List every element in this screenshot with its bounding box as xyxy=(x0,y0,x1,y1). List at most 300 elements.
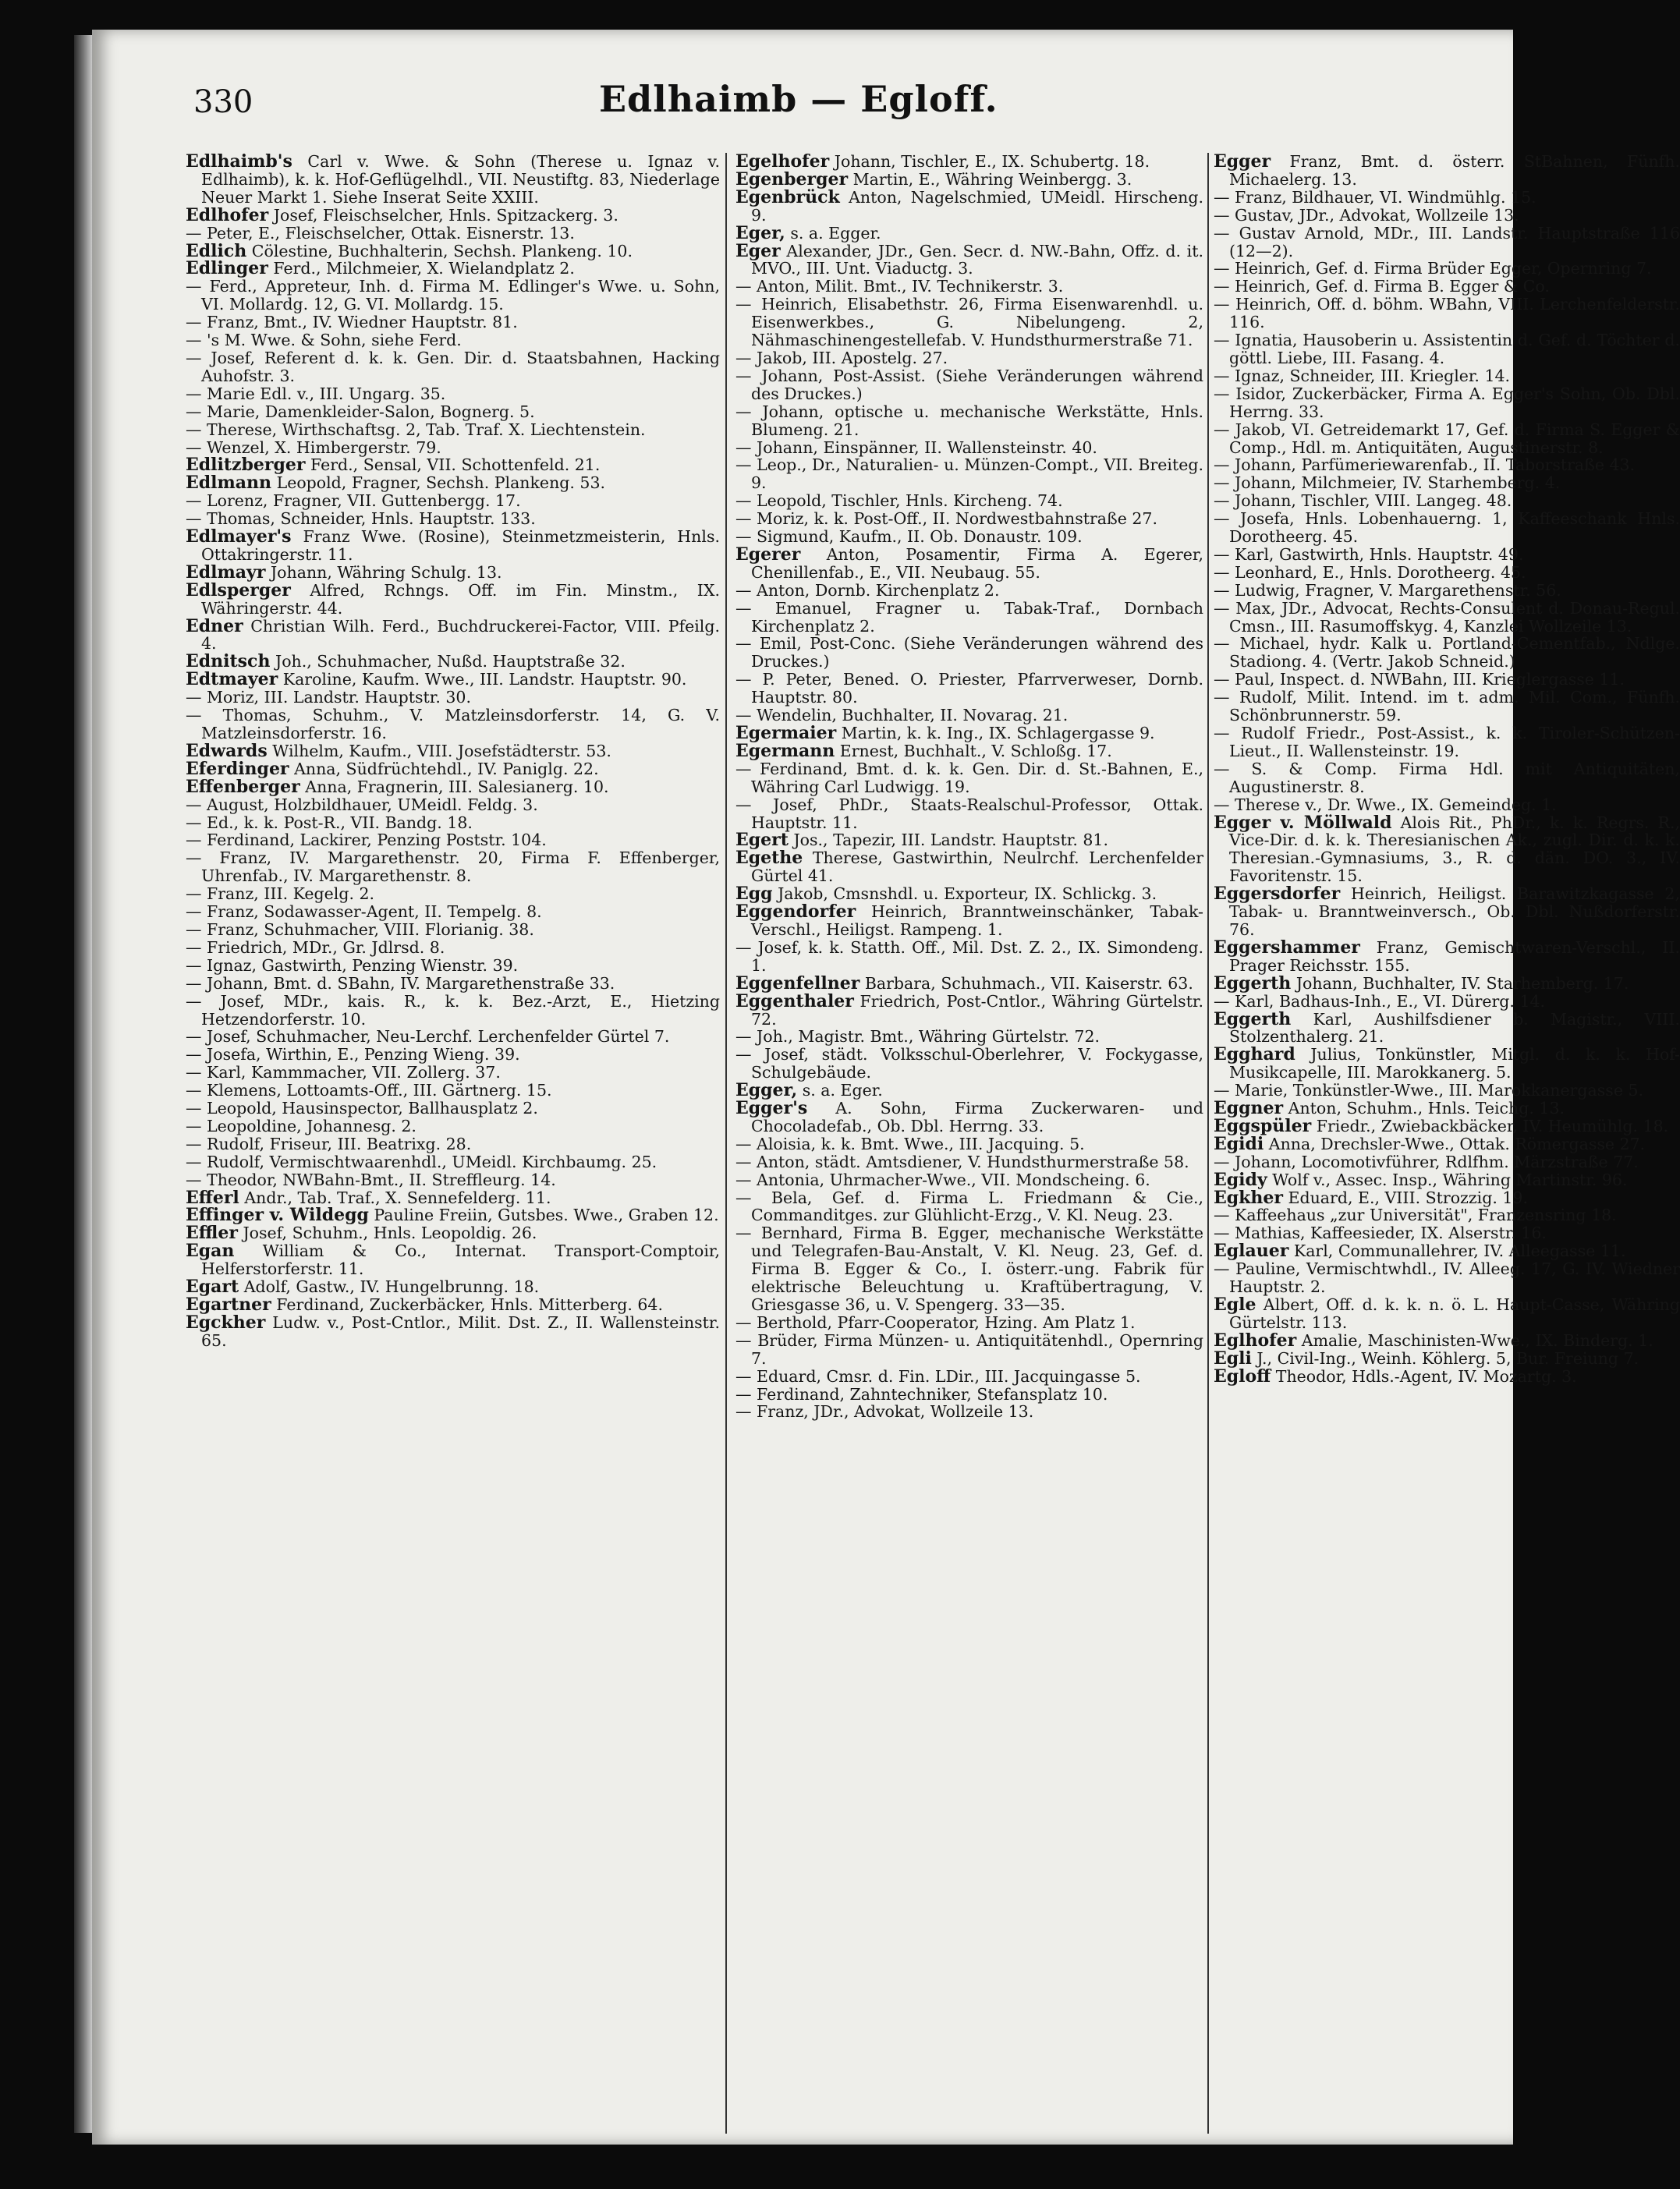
entry-surname: Egan xyxy=(186,1241,235,1262)
entry-details: — Wenzel, X. Himbergerstr. 79. xyxy=(186,437,441,457)
directory-entry xyxy=(1214,1171,1680,1189)
entry-details: — Rudolf, Milit. Intend. im t. adm. Mil. Com., Fünfh. Schönbrunnerstr. 59. xyxy=(1214,688,1680,725)
directory-entry xyxy=(186,385,720,403)
directory-entry xyxy=(735,1314,1203,1332)
entry-details: Alfred, Rchngs. Off. im Fin. Minstm., IX. Währingerstr. 44. xyxy=(201,580,720,618)
entry-details: — Gustav, JDr., Advokat, Wollzeile 13. xyxy=(1214,205,1519,225)
entry-details: — Peter, E., Fleischselcher, Ottak. Eisnerstr. 13. xyxy=(186,223,575,243)
directory-entry xyxy=(186,204,720,225)
directory-entry xyxy=(186,1082,720,1100)
entry-details: — Thomas, Schuhm., V. Matzleinsdorferstr. 14, G. V. Matzleinsdorferstr. 16. xyxy=(186,706,720,742)
entry-details: — Therese, Wirthschaftsg. 2, Tab. Traf. X. Liechtenstein. xyxy=(186,420,646,439)
entry-details: — Heinrich, Gef. d. Firma Brüder Egger, Opernring 7. xyxy=(1214,259,1652,278)
entry-details: — Moriz, III. Landstr. Hauptstr. 30. xyxy=(186,688,471,707)
entry-surname: Edlitzberger xyxy=(186,455,306,476)
entry-details: — Paul, Inspect. d. NWBahn, III. Krieglergasse 11. xyxy=(1214,670,1625,689)
directory-entry xyxy=(735,990,1203,1029)
directory-entry xyxy=(735,742,1203,760)
entry-surname: Egelhofer xyxy=(735,151,830,172)
directory-entry xyxy=(186,561,720,583)
directory-entry xyxy=(735,635,1203,671)
entry-details: William & Co., Internat. Transport-Comptoir, Helferstorferstr. 11. xyxy=(201,1241,720,1279)
entry-surname: Egidi xyxy=(1214,1133,1264,1154)
directory-entry xyxy=(186,278,720,313)
directory-entry xyxy=(1214,189,1680,207)
entry-surname: Eglauer xyxy=(1214,1241,1289,1262)
entry-details: Albert, Off. d. k. k. n. ö. L. Haupt-Casse, Währing Gürtelstr. 113. xyxy=(1229,1295,1680,1332)
directory-entry xyxy=(1214,1296,1680,1332)
entry-details: Jos., Tapezir, III. Landstr. Hauptstr. 81. xyxy=(793,831,1108,850)
directory-entry xyxy=(1214,1224,1680,1242)
directory-entry xyxy=(186,993,720,1029)
directory-entry xyxy=(186,689,720,707)
entry-details: — Ferdinand, Zahntechniker, Stefansplatz 10. xyxy=(735,1384,1108,1404)
entry-details: J., Civil-Ing., Weinh. Köhlerg. 5, Bur. Freiung 7. xyxy=(1256,1348,1639,1368)
directory-entry xyxy=(735,186,1203,225)
directory-entry xyxy=(735,1386,1203,1404)
directory-entry xyxy=(186,1100,720,1118)
directory-entry xyxy=(735,456,1203,492)
entry-surname: Egger, xyxy=(735,1080,798,1101)
entry-details: Wolf v., Assec. Insp., Währing Martinstr. 96. xyxy=(1272,1170,1628,1189)
entry-details: Martin, k. k. Ing., IX. Schlagergasse 9. xyxy=(841,724,1155,742)
directory-entry xyxy=(735,240,1203,278)
directory-entry xyxy=(186,492,720,510)
entry-details: Alexander, JDr., Gen. Secr. d. NW.-Bahn, Offz. d. it. MVO., III. Unt. Viaductg. 3. xyxy=(751,241,1203,278)
entry-details: — Anton, Dornb. Kirchenplatz 2. xyxy=(735,580,1000,600)
entry-details: — Ignatia, Hausoberin u. Assistentin d. Gef. d. Töchter d. göttl. Liebe, III. Fasang. 4. xyxy=(1214,331,1680,367)
directory-entry xyxy=(1214,582,1680,600)
entry-details: Franz, Gemischtwaren-Verschl., II. Prager Reichsstr. 155. xyxy=(1229,937,1680,975)
directory-entry xyxy=(186,831,720,849)
directory-entry xyxy=(735,1082,1203,1100)
entry-details: — Josef, PhDr., Staats-Realschul-Professor, Ottak. Hauptstr. 11. xyxy=(735,795,1203,832)
directory-entry xyxy=(186,849,720,885)
entry-surname: Edner xyxy=(186,615,243,636)
directory-entry xyxy=(735,903,1203,939)
entry-details: — Franz, Schuhmacher, VIII. Florianig. 38. xyxy=(186,919,534,939)
entry-details: — Johann, Bmt. d. SBahn, IV. Margarethenstraße 33. xyxy=(186,973,615,993)
directory-entry xyxy=(186,439,720,457)
entry-details: — Franz, III. Kegelg. 2. xyxy=(186,884,375,904)
directory-entry xyxy=(1214,671,1680,689)
directory-entry xyxy=(1214,367,1680,385)
directory-entry xyxy=(735,1171,1203,1189)
entry-details: Pauline Freiin, Gutsbes. Wwe., Graben 12. xyxy=(374,1206,719,1225)
directory-entry xyxy=(735,492,1203,510)
entry-details: Barbara, Schuhmach., VII. Kaiserstr. 63. xyxy=(864,973,1193,993)
entry-details: Adolf, Gastw., IV. Hungelbrunng. 18. xyxy=(243,1277,540,1297)
column-2 xyxy=(735,153,1203,2134)
directory-entry xyxy=(186,1224,720,1242)
directory-entry xyxy=(735,296,1203,349)
directory-entry xyxy=(186,1296,720,1314)
entry-details: Christian Wilh. Ferd., Buchdruckerei-Factor, VIII. Pfeilg. 4. xyxy=(201,616,720,654)
directory-entry xyxy=(1214,689,1680,724)
directory-entry xyxy=(186,653,720,671)
entry-surname: Effler xyxy=(186,1223,238,1244)
entry-details: — Franz, Bmt., IV. Wiedner Hauptstr. 81. xyxy=(186,313,518,332)
entry-details: Anton, Schuhm., Hnls. Teichg. 13. xyxy=(1288,1099,1565,1118)
entry-surname: Eglhofer xyxy=(1214,1330,1297,1351)
entry-details: Amalie, Maschinisten-Wwe., IX. Binderg. 1. xyxy=(1301,1330,1653,1350)
entry-surname: Eggner xyxy=(1214,1098,1284,1119)
entry-surname: Eggerth xyxy=(1214,1008,1292,1029)
column-divider xyxy=(1207,153,1209,2134)
entry-details: Eduard, E., VIII. Strozzig. 19. xyxy=(1288,1188,1528,1207)
entry-surname: Egloff xyxy=(1214,1365,1271,1387)
directory-entry xyxy=(735,546,1203,582)
entry-details: — Isidor, Zuckerbäcker, Firma A. Egger's Sohn, Ob. Dbl. Herrng. 33. xyxy=(1214,384,1680,421)
entry-details: — Josef, Schuhmacher, Neu-Lerchf. Lerchenfelder Gürtel 7. xyxy=(186,1027,670,1047)
entry-details: — Emil, Post-Conc. (Siehe Veränderungen während des Druckes.) xyxy=(735,634,1203,671)
entry-surname: Egart xyxy=(186,1277,239,1298)
entry-details: Josef, Fleischselcher, Hnls. Spitzackerg. 3. xyxy=(273,205,618,225)
entry-details: Alois Rit., PhDr., k. k. Regrs. R., Vice-Dir. d. k. k. Theresianischen Ak., zugl. Dir. d. k. k. Theresian.-Gymnasiums, 3., R. d. dän. DO. 3., IV. Favoritenstr. 15. xyxy=(1229,813,1680,886)
entry-details: — Marie, Tonkünstler-Wwe., III. Marokkanergasse 5. xyxy=(1214,1081,1644,1100)
entry-surname: Egethe xyxy=(735,848,803,869)
entry-details: — S. & Comp. Firma Hdl. mit Antiquitäten, Augustinerstr. 8. xyxy=(1214,759,1680,796)
directory-entry xyxy=(186,957,720,975)
entry-details: Ferdinand, Zuckerbäcker, Hnls. Mitterberg. 64. xyxy=(276,1295,663,1314)
entry-details: — Moriz, k. k. Post-Off., II. Nordwestbahnstraße 27. xyxy=(735,509,1157,529)
entry-details: — Marie, Damenkleider-Salon, Bognerg. 5. xyxy=(186,402,535,421)
entry-details: Ernest, Buchhalt., V. Schloßg. 17. xyxy=(839,741,1112,760)
directory-entry xyxy=(1214,1046,1680,1082)
directory-entry xyxy=(186,885,720,903)
entry-details: — Ignaz, Schneider, III. Kriegler. 14. xyxy=(1214,366,1511,385)
entry-surname: Edwards xyxy=(186,740,268,761)
entry-details: — Franz, IV. Margarethenstr. 20, Firma F. Effenberger, Uhrenfab., IV. Margarethenstr. 8. xyxy=(186,848,720,886)
directory-entry xyxy=(735,528,1203,546)
entry-surname: Eggendorfer xyxy=(735,901,856,923)
directory-entry xyxy=(735,1100,1203,1135)
entry-surname: Egle xyxy=(1214,1295,1256,1315)
directory-entry xyxy=(1214,474,1680,492)
directory-entry xyxy=(186,1206,720,1224)
entry-surname: Effinger v. Wildegg xyxy=(186,1205,369,1226)
directory-entry xyxy=(1214,1153,1680,1171)
entry-details: — Michael, hydr. Kalk u. Portland-Cementfab., Ndlge. Stadiong. 4. (Vertr. Jakob Schneid.) xyxy=(1214,634,1680,671)
directory-entry xyxy=(735,1135,1203,1153)
directory-entry xyxy=(186,1064,720,1082)
entry-details: — Pauline, Vermischtwhdl., IV. Alleeg. 17, G. IV. Wiedner Hauptstr. 2. xyxy=(1214,1259,1680,1297)
directory-entry xyxy=(1214,331,1680,367)
entry-surname: Edlmann xyxy=(186,473,272,494)
entry-surname: Egckher xyxy=(186,1312,266,1333)
directory-entry xyxy=(735,168,1203,190)
entry-details: Andr., Tab. Traf., X. Sennefelderg. 11. xyxy=(244,1188,551,1207)
entry-details: — Ferdinand, Lackirer, Penzing Poststr. 104. xyxy=(186,831,547,850)
entry-surname: Eggspüler xyxy=(1214,1115,1312,1136)
directory-entry xyxy=(186,579,720,618)
directory-entry xyxy=(735,724,1203,742)
page-number: 330 xyxy=(193,84,253,120)
directory-entry xyxy=(1214,421,1680,457)
directory-entry xyxy=(186,975,720,993)
directory-entry xyxy=(186,903,720,921)
directory-entry xyxy=(1214,1260,1680,1296)
directory-entry xyxy=(186,240,720,261)
directory-entry xyxy=(735,367,1203,403)
entry-surname: Egenberger xyxy=(735,168,849,190)
entry-details: — P. Peter, Bened. O. Priester, Pfarrverweser, Dornb. Hauptstr. 80. xyxy=(735,670,1203,707)
directory-entry xyxy=(735,222,1203,243)
directory-entry xyxy=(1214,1135,1680,1153)
directory-entry xyxy=(186,778,720,796)
page-header xyxy=(193,78,1488,140)
entry-details: — Josef, MDr., kais. R., k. k. Bez.-Arzt, E., Hietzing Hetzendorferstr. 10. xyxy=(186,991,720,1029)
entry-surname: Eggerth xyxy=(1214,972,1292,994)
directory-entry xyxy=(1214,1082,1680,1100)
directory-entry xyxy=(1214,760,1680,796)
directory-entry xyxy=(1214,153,1680,189)
entry-details: — Marie Edl. v., III. Ungarg. 35. xyxy=(186,384,446,403)
entry-surname: Eggersdorfer xyxy=(1214,884,1341,905)
entry-surname: Eger xyxy=(735,240,781,261)
entry-surname: Edlmayer's xyxy=(186,526,292,547)
entry-details: — Franz, JDr., Advokat, Wollzeile 13. xyxy=(735,1402,1034,1422)
entry-details: — Leopold, Tischler, Hnls. Kircheng. 74. xyxy=(735,491,1063,511)
directory-entry xyxy=(735,1224,1203,1314)
directory-entry xyxy=(735,510,1203,528)
column-divider xyxy=(725,153,727,2134)
directory-entry xyxy=(186,671,720,689)
column-1 xyxy=(186,153,720,2134)
entry-details: — Heinrich, Off. d. böhm. WBahn, VIII. Lerchenfelderstr. 116. xyxy=(1214,295,1680,332)
entry-details: — Heinrich, Gef. d. Firma B. Egger & Co. xyxy=(1214,277,1550,296)
entry-details: — Josefa, Hnls. Lobenhauerng. 1, Kaffeeschank Hnls. Dorotheerg. 45. xyxy=(1214,509,1680,547)
directory-entry xyxy=(1214,1365,1680,1387)
directory-entry xyxy=(735,1046,1203,1082)
entry-details: — Jakob, VI. Getreidemarkt 17, Gef. d. Firma S. Egger & Comp., Hdl. m. Antiquitäten, Augustinerstr. 8. xyxy=(1214,420,1680,457)
directory-entry xyxy=(1214,939,1680,975)
entry-surname: Egidy xyxy=(1214,1169,1267,1190)
directory-entry xyxy=(186,921,720,939)
entry-details: Anton, Posamentir, Firma A. Egerer, Chenillenfab., E., VII. Neubaug. 55. xyxy=(751,544,1203,582)
entry-details: — Eduard, Cmsr. d. Fin. LDir., III. Jacquingasse 5. xyxy=(735,1366,1141,1386)
entry-details: Heinrich, Heiligst. Barawitzkagasse 2, Tabak- u. Branntweinversch., Ob. Dbl. Nußdorferstr. 76. xyxy=(1229,884,1680,939)
directory-entry xyxy=(735,349,1203,367)
directory-entry xyxy=(186,313,720,331)
entry-surname: Eggershammer xyxy=(1214,937,1360,958)
directory-entry xyxy=(186,615,720,654)
entry-details: — Ed., k. k. Post-R., VII. Bandg. 18. xyxy=(186,813,473,832)
directory-entry xyxy=(186,349,720,385)
entry-details: — Thomas, Schneider, Hnls. Hauptstr. 133. xyxy=(186,509,536,529)
entry-details: — August, Holzbildhauer, UMeidl. Feldg. 3. xyxy=(186,795,538,814)
entry-details: A. Sohn, Firma Zuckerwaren- und Chocoladefab., Ob. Dbl. Herrng. 33. xyxy=(751,1099,1203,1135)
directory-entry xyxy=(186,421,720,439)
directory-entry xyxy=(735,1403,1203,1421)
entry-surname: Egerer xyxy=(735,544,801,565)
directory-entry xyxy=(1214,1332,1680,1350)
entry-details: — Emanuel, Fragner u. Tabak-Traf., Dornbach Kirchenplatz 2. xyxy=(735,598,1203,636)
entry-surname: Egli xyxy=(1214,1348,1252,1369)
entry-details: — Jakob, III. Apostelg. 27. xyxy=(735,348,948,367)
entry-details: — Kaffeehaus „zur Universität", Franzensring 18. xyxy=(1214,1206,1617,1225)
entry-surname: Egermaier xyxy=(735,723,837,743)
entry-details: — Josefa, Wirthin, E., Penzing Wieng. 39. xyxy=(186,1045,520,1064)
entry-details: Ferd., Milchmeier, X. Wielandplatz 2. xyxy=(273,259,575,278)
entry-details: — Anton, städt. Amtsdiener, V. Hundsthurmerstraße 58. xyxy=(735,1152,1189,1171)
entry-details: — Johann, Einspänner, II. Wallensteinstr. 40. xyxy=(735,437,1097,457)
entry-details: Leopold, Fragner, Sechsh. Plankeng. 53. xyxy=(276,473,606,493)
directory-entry xyxy=(735,439,1203,457)
entry-details: Theodor, Hdls.-Agent, IV. Mozartg. 3. xyxy=(1275,1366,1577,1386)
entry-surname: Edlsperger xyxy=(186,579,291,600)
entry-surname: Egger xyxy=(1214,151,1271,172)
entry-details: Karoline, Kaufm. Wwe., III. Landstr. Hauptstr. 90. xyxy=(282,670,687,689)
entry-details: — 's M. Wwe. & Sohn, siehe Ferd. xyxy=(186,331,462,350)
entry-details: Karl, Aushilfsdiener b. Magistr., VIII. Stolzenthalerg. 21. xyxy=(1229,1009,1680,1047)
entry-details: — Friedrich, MDr., Gr. Jdlrsd. 8. xyxy=(186,937,445,957)
directory-entry xyxy=(1214,972,1680,994)
entry-details: — Ferdinand, Bmt. d. k. k. Gen. Dir. d. St.-Bahnen, E., Währing Carl Ludwigg. 19. xyxy=(735,759,1203,796)
directory-entry xyxy=(1214,814,1680,886)
entry-details: — Leopoldine, Johannesg. 2. xyxy=(186,1116,416,1135)
directory-entry xyxy=(735,849,1203,885)
entry-details: — Bernhard, Firma B. Egger, mechanische Werkstätte und Telegrafen-Bau-Anstalt, V. Kl. Neug. 23, Gef. d. Firma B. Egger & Co., I. österr.-ung. Fabrik für elektrische Beleuchtung u. Kraftübertragung, V. Griesgasse 36, u. V. Spengerg. 33—35. xyxy=(735,1224,1203,1314)
entry-details: — Brüder, Firma Münzen- u. Antiquitätenhdl., Opernring 7. xyxy=(735,1330,1203,1368)
entry-details: — Rudolf, Vermischtwaarenhdl., UMeidl. Kirchbaumg. 25. xyxy=(186,1152,657,1171)
entry-details: — Therese v., Dr. Wwe., IX. Gemeindeg. 1. xyxy=(1214,795,1557,814)
entry-details: Martin, E., Währing Weinbergg. 3. xyxy=(852,169,1132,189)
entry-details: — Wendelin, Buchhalter, II. Novarag. 21. xyxy=(735,706,1069,725)
entry-details: s. a. Egger. xyxy=(790,223,881,243)
entry-details: — Leonhard, E., Hnls. Dorotheerg. 45. xyxy=(1214,562,1526,582)
entry-surname: Eggenthaler xyxy=(735,990,854,1011)
directory-entry xyxy=(186,474,720,492)
directory-entry xyxy=(1214,885,1680,939)
entry-details: — Lorenz, Fragner, VII. Guttenbergg. 17. xyxy=(186,491,521,511)
directory-entry xyxy=(735,1153,1203,1171)
directory-entry xyxy=(186,760,720,778)
entry-details: Ludw. v., Post-Cntlor., Milit. Dst. Z., II. Wallensteinstr. 65. xyxy=(201,1312,720,1350)
entry-details: — Ignaz, Gastwirth, Penzing Wienstr. 39. xyxy=(186,955,519,975)
directory-entry xyxy=(1214,510,1680,546)
directory-entry xyxy=(1214,456,1680,474)
entry-surname: Edlinger xyxy=(186,258,268,279)
entry-details: — Johann, Locomotivführer, Rdlfhm. Märzstraße 77. xyxy=(1214,1152,1639,1171)
directory-entry xyxy=(735,600,1203,636)
entry-surname: Egkher xyxy=(1214,1187,1283,1208)
entry-details: — Johann, Post-Assist. (Siehe Veränderungen während des Druckes.) xyxy=(735,366,1203,403)
entry-details: Josef, Schuhm., Hnls. Leopoldig. 26. xyxy=(243,1224,537,1243)
directory-entry xyxy=(735,885,1203,903)
directory-entry xyxy=(186,1046,720,1064)
entry-details: s. a. Eger. xyxy=(802,1081,883,1100)
entry-details: — Josef, Referent d. k. k. Gen. Dir. d. Staatsbahnen, Hacking Auhofstr. 3. xyxy=(186,348,720,385)
entry-details: Johann, Währing Schulg. 13. xyxy=(270,562,502,582)
entry-details: — Antonia, Uhrmacher-Wwe., VII. Mondscheing. 6. xyxy=(735,1170,1150,1189)
directory-entry xyxy=(735,760,1203,796)
directory-entry xyxy=(186,1278,720,1296)
entry-details: Therese, Gastwirthin, Neulrchf. Lerchenfelder Gürtel 41. xyxy=(751,848,1203,886)
entry-details: — Ferd., Appreteur, Inh. d. Firma M. Edlinger's Wwe. u. Sohn, VI. Mollardg. 12, G. VI. Mollardg. 15. xyxy=(186,277,720,314)
entry-details: Johann, Tischler, E., IX. Schubertg. 18. xyxy=(834,152,1150,171)
directory-entry xyxy=(1214,564,1680,582)
directory-entry xyxy=(1214,1008,1680,1047)
directory-entry xyxy=(1214,724,1680,760)
entry-details: — Josef, k. k. Statth. Off., Mil. Dst. Z. 2., IX. Simondeng. 1. xyxy=(735,937,1203,975)
directory-entry xyxy=(1214,385,1680,421)
directory-entry xyxy=(186,403,720,421)
entry-surname: Edlmayr xyxy=(186,561,266,583)
entry-details: — Mathias, Kaffeesieder, IX. Alserstr. 16. xyxy=(1214,1224,1547,1243)
directory-entry xyxy=(186,331,720,349)
entry-details: — Leop., Dr., Naturalien- u. Münzen-Compt., VII. Breiteg. 9. xyxy=(735,455,1203,493)
directory-entry xyxy=(1214,546,1680,564)
directory-page xyxy=(92,30,1680,2145)
directory-entry xyxy=(735,582,1203,600)
entry-details: Carl v. Wwe. & Sohn (Therese u. Ignaz v. Edlhaimb), k. k. Hof-Geflügelhdl., VII. Neustiftg. 83, Niederlage Neuer Markt 1. Siehe Inserat Seite XXIII. xyxy=(201,152,720,207)
directory-entry xyxy=(1214,600,1680,636)
directory-entry xyxy=(1214,635,1680,671)
entry-details: — Josef, städt. Volksschul-Oberlehrer, V. Fockygasse, Schulgebäude. xyxy=(735,1045,1203,1082)
directory-entry xyxy=(1214,796,1680,814)
directory-entry xyxy=(1214,492,1680,510)
directory-entry xyxy=(1214,1242,1680,1260)
directory-entry xyxy=(1214,1350,1680,1368)
entry-details: — Klemens, Lottoamts-Off., III. Gärtnerg. 15. xyxy=(186,1081,552,1100)
entry-details: Jakob, Cmsnshdl. u. Exporteur, IX. Schlickg. 3. xyxy=(778,884,1157,904)
entry-surname: Egger's xyxy=(735,1098,808,1119)
entry-details: Wilhelm, Kaufm., VIII. Josefstädterstr. 53. xyxy=(272,741,611,760)
directory-entry xyxy=(1214,1115,1680,1136)
directory-entry xyxy=(1214,1189,1680,1207)
directory-entry xyxy=(186,1135,720,1153)
entry-details: — Karl, Kammmacher, VII. Zollerg. 37. xyxy=(186,1063,501,1082)
entry-details: — Johann, Parfümeriewarenfab., II. Taborstraße 43. xyxy=(1214,455,1636,475)
entry-details: — Gustav Arnold, MDr., III. Landstr. Hauptstraße 116 (12—2). xyxy=(1214,223,1680,260)
directory-entry xyxy=(186,707,720,742)
entry-surname: Eferdinger xyxy=(186,758,289,779)
entry-details: Johann, Buchhalter, IV. Starhemberg. 17. xyxy=(1295,973,1629,993)
entry-details: — Anton, Milit. Bmt., IV. Technikerstr. 3. xyxy=(735,277,1064,296)
directory-entry xyxy=(1214,1100,1680,1118)
directory-entry xyxy=(186,456,720,474)
entry-surname: Edlhofer xyxy=(186,204,269,225)
directory-entry xyxy=(1214,207,1680,225)
entry-surname: Egartner xyxy=(186,1295,271,1315)
entry-surname: Eger, xyxy=(735,222,785,243)
entry-surname: Efferl xyxy=(186,1187,239,1208)
entry-details: Heinrich, Branntweinschänker, Tabak-Verschl., Heiligst. Rampeng. 1. xyxy=(751,902,1203,939)
directory-entry xyxy=(186,814,720,832)
directory-entry xyxy=(186,1242,720,1278)
directory-entry xyxy=(186,153,720,207)
entry-details: Anna, Drechsler-Wwe., Ottak. Römergasse 27. xyxy=(1268,1134,1646,1153)
entry-details: Franz, Bmt. d. österr. StBahnen, Fünfh. Michaelerg. 13. xyxy=(1229,152,1680,189)
directory-entry xyxy=(1214,1206,1680,1224)
directory-entry xyxy=(735,939,1203,975)
running-head: Edlhaimb — Egloff. xyxy=(599,78,998,120)
entry-details: Joh., Schuhmacher, Nußd. Hauptstraße 32. xyxy=(275,652,626,671)
entry-details: Cölestine, Buchhalterin, Sechsh. Plankeng. 10. xyxy=(251,241,633,260)
entry-surname: Egermann xyxy=(735,740,835,761)
entry-details: — Rudolf, Friseur, III. Beatrixg. 28. xyxy=(186,1134,472,1153)
entry-details: Anna, Fragnerin, III. Salesianerg. 10. xyxy=(305,777,609,796)
directory-entry xyxy=(186,260,720,278)
entry-surname: Eggenfellner xyxy=(735,972,860,994)
directory-entry xyxy=(735,1368,1203,1386)
entry-details: — Karl, Gastwirth, Hnls. Hauptstr. 49. xyxy=(1214,544,1524,564)
entry-details: — Johann, Milchmeier, IV. Starhemberg. 4. xyxy=(1214,473,1561,493)
entry-surname: Egger v. Möllwald xyxy=(1214,812,1392,833)
directory-entry xyxy=(186,1153,720,1171)
entry-details: Anton, Nagelschmied, UMeidl. Hirscheng. 9. xyxy=(751,187,1203,225)
